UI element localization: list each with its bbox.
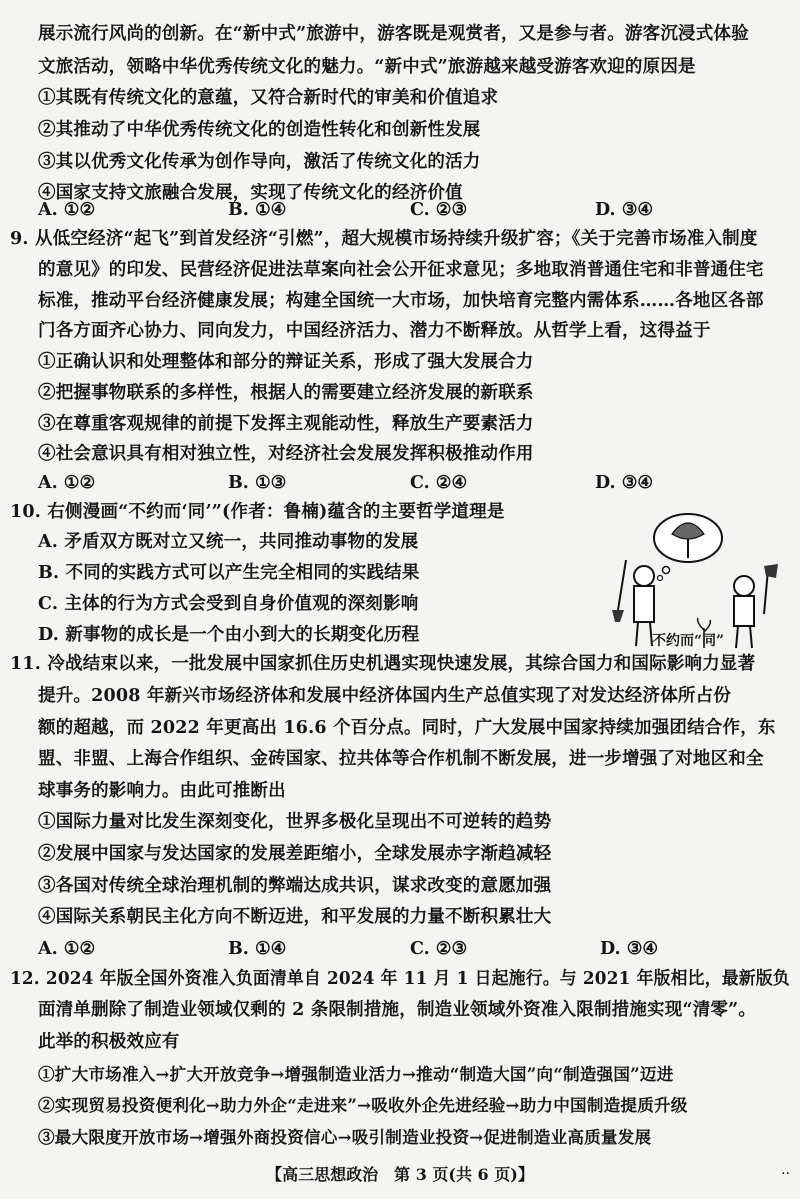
q12-statement-3: ③最大限度开放市场→增强外商投资信心→吸引制造业投资→促进制造业高质量发展 [38,1127,652,1147]
q11-stem-line-1: 11. 冷战结束以来，一批发展中国家抓住历史机遇实现快速发展，其综合国力和国际影响力显著 [10,654,756,675]
q9-stem-line-4: 门各方面齐心协力、同向发力，中国经济活力、潜力不断释放。从哲学上看，这得益于 [38,321,711,342]
q10-stem: 10. 右侧漫画“不约而‘同’”(作者：鲁楠)蕴含的主要哲学道理是 [10,501,505,522]
q8-statement-3: ③其以优秀文化传承为创作导向，激活了传统文化的活力 [38,151,481,172]
q11-option-a: A. ①② [38,939,96,959]
q11-statement-2: ②发展中国家与发达国家的发展差距缩小，全球发展赤字渐趋减轻 [38,844,552,865]
q9-stem-line-3: 标准，推动平台经济健康发展；构建全国统一大市场，加快培育完整内需体系……各地区各部 [38,290,764,311]
q8-option-c: C. ②③ [410,199,468,220]
q9-statement-3: ③在尊重客观规律的前提下发挥主观能动性，释放生产要素活力 [38,413,534,434]
q11-stem-line-2: 提升。2008 年新兴市场经济体和发展中经济体国内生产总值实现了对发达经济体所占份 [38,685,731,706]
q8-option-a: A. ①② [38,199,96,220]
q10-option-b: B. 不同的实践方式可以产生完全相同的实践结果 [38,563,420,584]
q9-statement-4: ④社会意识具有相对独立性，对经济社会发展发挥积极推动作用 [38,444,534,465]
q8-stem-line-2: 文旅活动，领略中华优秀传统文化的魅力。“新中式”旅游越来越受游客欢迎的原因是 [38,56,696,77]
q8-statement-4: ④国家支持文旅融合发展，实现了传统文化的经济价值 [38,183,463,204]
q10-option-a: A. 矛盾双方既对立又统一，共同推动事物的发展 [38,532,419,553]
q8-option-d: D. ③④ [595,199,654,220]
page-footer [0,1162,800,1185]
cartoon-caption: 不约而“同” [652,633,725,649]
q9-stem-line-2: 的意见》的印发、民营经济促进法草案向社会公开征求意见；多地取消普通住宅和非普通住宅 [38,260,764,280]
q9-statement-1: ①正确认识和处理整体和部分的辩证关系，形成了强大发展合力 [38,352,534,373]
q12-stem-line-3: 此举的积极效应有 [38,1032,180,1053]
q10-option-d: D. 新事物的成长是一个由小到大的长期变化历程 [38,624,420,645]
q10-option-c: C. 主体的行为方式会受到自身价值观的深刻影响 [38,593,419,614]
q12-stem-line-1: 12. 2024 年版全国外资准入负面清单自 2024 年 11 月 1 日起施行。与 2021 年版相比，最新版负 [10,968,790,989]
q11-statement-1: ①国际力量对比发生深刻变化，世界多极化呈现出不可逆转的趋势 [38,812,552,833]
q9-option-d: D. ③④ [595,472,654,493]
q11-stem-line-4: 盟、非盟、上海合作组织、金砖国家、拉共体等合作机制不断发展，进一步增强了对地区和全 [38,749,764,770]
corner-mark: ·· [781,1166,790,1182]
q9-option-a: A. ①② [38,472,96,493]
footer-text: 【高三思想政治 第 3 页(共 6 页)】 [266,1165,534,1184]
q9-option-b: B. ①③ [228,472,287,493]
q9-option-c: C. ②④ [410,472,468,493]
q9-stem-line-1: 9. 从低空经济“起飞”到首发经济“引燃”，超大规模市场持续升级扩容；《关于完善市场准入制度 [10,229,758,250]
q12-statement-2: ②实现贸易投资便利化→助力外企“走进来”→吸收外企先进经验→助力中国制造提质升级 [38,1095,688,1116]
q11-statement-3: ③各国对传统全球治理机制的弊端达成共识，谋求改变的意愿加强 [38,875,552,896]
q11-stem-line-3: 额的超越，而 2022 年更高出 16.6 个百分点。同时，广大发展中国家持续加强团结合作，东 [38,717,776,738]
q9-statement-2: ②把握事物联系的多样性，根据人的需要建立经济发展的新联系 [38,382,534,403]
q8-statement-1: ①其既有传统文化的意蕴，又符合新时代的审美和价值追求 [38,88,499,109]
q11-stem-line-5: 球事务的影响力。由此可推断出 [38,780,286,801]
q11-option-c: C. ②③ [410,939,468,959]
q8-stem-line-1: 展示流行风尚的创新。在“新中式”旅游中，游客既是观赏者，又是参与者。游客沉浸式体验 [38,24,749,45]
q11-option-b: B. ①④ [228,939,287,959]
q12-stem-line-2: 面清单删除了制造业领域仅剩的 2 条限制措施，制造业领域外资准入限制措施实现“清零”。 [38,1000,757,1021]
q8-option-b: B. ①④ [228,199,287,220]
q11-statement-4: ④国际关系朝民主化方向不断迈进，和平发展的力量不断积累壮大 [38,907,552,928]
q11-option-d: D. ③④ [600,939,659,959]
q8-statement-2: ②其推动了中华优秀传统文化的创造性转化和创新性发展 [38,120,481,140]
q12-statement-1: ①扩大市场准入→扩大开放竞争→增强制造业活力→推动“制造大国”向“制造强国”迈进 [38,1063,674,1084]
